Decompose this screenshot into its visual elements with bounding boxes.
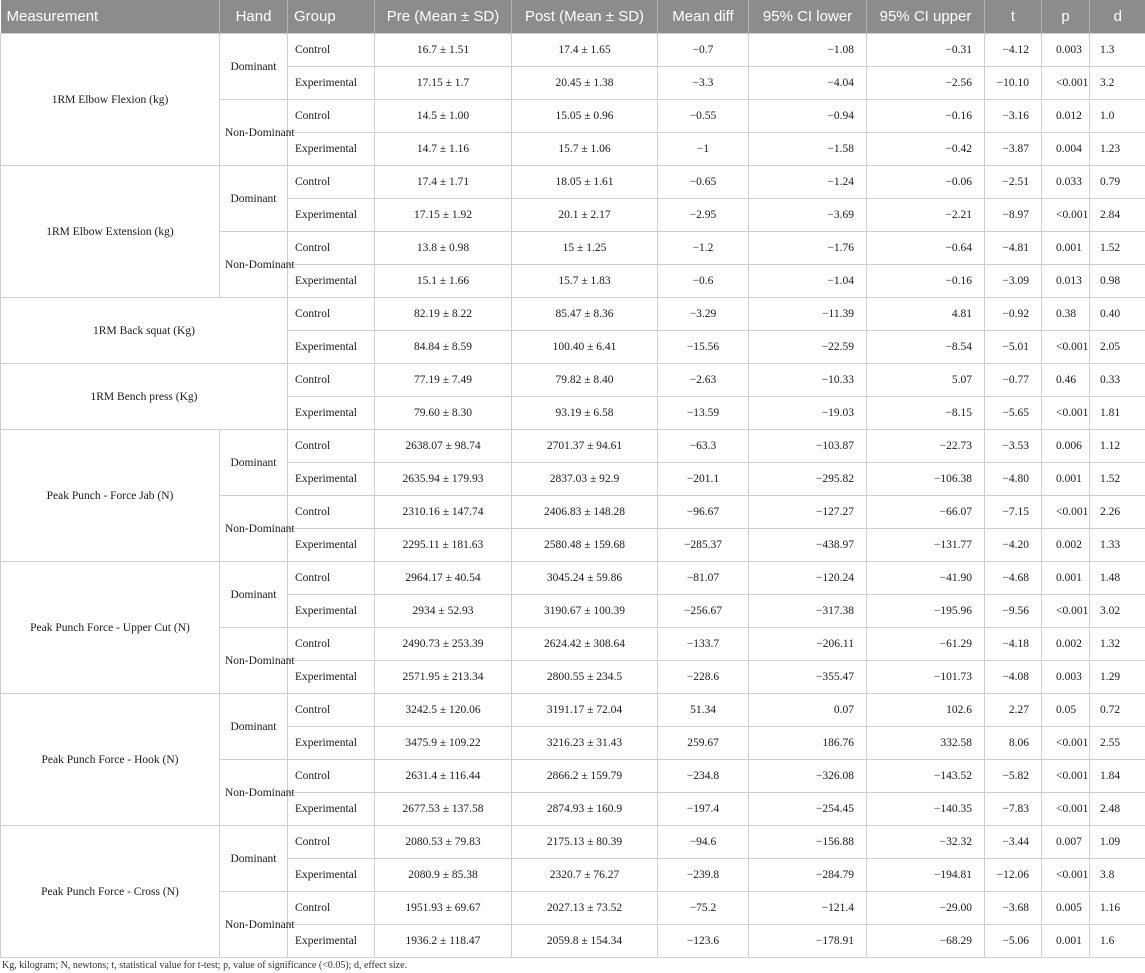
header-measurement: Measurement bbox=[1, 0, 220, 34]
ci-upper-cell: −101.73 bbox=[867, 661, 985, 694]
post-cell: 2866.2 ± 159.79 bbox=[512, 760, 658, 793]
pre-cell: 13.8 ± 0.98 bbox=[375, 232, 512, 265]
t-cell: −3.68 bbox=[985, 892, 1042, 925]
ci-lower-cell: −120.24 bbox=[749, 562, 867, 595]
ci-upper-cell: −194.81 bbox=[867, 859, 985, 892]
ci-lower-cell: −206.11 bbox=[749, 628, 867, 661]
post-cell: 2320.7 ± 76.27 bbox=[512, 859, 658, 892]
d-cell: 2.05 bbox=[1090, 331, 1145, 364]
p-cell: 0.005 bbox=[1042, 892, 1090, 925]
mean-diff-cell: −239.8 bbox=[658, 859, 749, 892]
ci-lower-cell: −127.27 bbox=[749, 496, 867, 529]
t-cell: −3.16 bbox=[985, 100, 1042, 133]
ci-lower-cell: −317.38 bbox=[749, 595, 867, 628]
t-cell: 8.06 bbox=[985, 727, 1042, 760]
group-cell: Control bbox=[288, 826, 375, 859]
header-group: Group bbox=[288, 0, 375, 34]
d-cell: 0.79 bbox=[1090, 166, 1145, 199]
ci-lower-cell: −438.97 bbox=[749, 529, 867, 562]
measurement-cell: Peak Punch - Force Jab (N) bbox=[1, 430, 220, 562]
pre-cell: 2080.9 ± 85.38 bbox=[375, 859, 512, 892]
table-row bbox=[1, 166, 1145, 199]
group-cell: Experimental bbox=[288, 133, 375, 166]
t-cell: −3.44 bbox=[985, 826, 1042, 859]
mean-diff-cell: −197.4 bbox=[658, 793, 749, 826]
d-cell: 0.72 bbox=[1090, 694, 1145, 727]
t-cell: −4.18 bbox=[985, 628, 1042, 661]
pre-cell: 2571.95 ± 213.34 bbox=[375, 661, 512, 694]
mean-diff-cell: −15.56 bbox=[658, 331, 749, 364]
pre-cell: 2677.53 ± 137.58 bbox=[375, 793, 512, 826]
ci-lower-cell: −1.24 bbox=[749, 166, 867, 199]
header-ci-lower: 95% CI lower bbox=[749, 0, 867, 34]
t-cell: −3.09 bbox=[985, 265, 1042, 298]
p-cell: <0.001 bbox=[1042, 397, 1090, 430]
pre-cell: 14.7 ± 1.16 bbox=[375, 133, 512, 166]
ci-lower-cell: −19.03 bbox=[749, 397, 867, 430]
mean-diff-cell: −81.07 bbox=[658, 562, 749, 595]
mean-diff-cell: 259.67 bbox=[658, 727, 749, 760]
pre-cell: 17.15 ± 1.92 bbox=[375, 199, 512, 232]
group-cell: Control bbox=[288, 364, 375, 397]
post-cell: 2580.48 ± 159.68 bbox=[512, 529, 658, 562]
ci-upper-cell: −22.73 bbox=[867, 430, 985, 463]
hand-cell: Dominant bbox=[220, 166, 288, 232]
ci-lower-cell: −10.33 bbox=[749, 364, 867, 397]
pre-cell: 84.84 ± 8.59 bbox=[375, 331, 512, 364]
table-row bbox=[1, 562, 1145, 595]
hand-cell: Non-Dominant bbox=[220, 232, 288, 298]
group-cell: Experimental bbox=[288, 397, 375, 430]
post-cell: 20.1 ± 2.17 bbox=[512, 199, 658, 232]
d-cell: 0.33 bbox=[1090, 364, 1145, 397]
t-cell: −0.77 bbox=[985, 364, 1042, 397]
t-cell: −3.87 bbox=[985, 133, 1042, 166]
p-cell: <0.001 bbox=[1042, 67, 1090, 100]
post-cell: 2837.03 ± 92.9 bbox=[512, 463, 658, 496]
mean-diff-cell: −228.6 bbox=[658, 661, 749, 694]
p-cell: 0.002 bbox=[1042, 628, 1090, 661]
hand-cell: Non-Dominant bbox=[220, 100, 288, 166]
ci-upper-cell: −2.21 bbox=[867, 199, 985, 232]
d-cell: 1.32 bbox=[1090, 628, 1145, 661]
t-cell: −7.15 bbox=[985, 496, 1042, 529]
pre-cell: 2631.4 ± 116.44 bbox=[375, 760, 512, 793]
t-cell: −0.92 bbox=[985, 298, 1042, 331]
hand-cell: Dominant bbox=[220, 34, 288, 100]
d-cell: 3.8 bbox=[1090, 859, 1145, 892]
group-cell: Experimental bbox=[288, 925, 375, 958]
mean-diff-cell: −0.7 bbox=[658, 34, 749, 67]
mean-diff-cell: −94.6 bbox=[658, 826, 749, 859]
group-cell: Control bbox=[288, 100, 375, 133]
p-cell: 0.002 bbox=[1042, 529, 1090, 562]
d-cell: 1.12 bbox=[1090, 430, 1145, 463]
group-cell: Control bbox=[288, 562, 375, 595]
mean-diff-cell: −3.3 bbox=[658, 67, 749, 100]
post-cell: 100.40 ± 6.41 bbox=[512, 331, 658, 364]
p-cell: 0.05 bbox=[1042, 694, 1090, 727]
pre-cell: 16.7 ± 1.51 bbox=[375, 34, 512, 67]
measurement-cell: Peak Punch Force - Cross (N) bbox=[1, 826, 220, 958]
table-row bbox=[1, 298, 1145, 331]
ci-upper-cell: −66.07 bbox=[867, 496, 985, 529]
pre-cell: 2490.73 ± 253.39 bbox=[375, 628, 512, 661]
post-cell: 3190.67 ± 100.39 bbox=[512, 595, 658, 628]
d-cell: 1.52 bbox=[1090, 463, 1145, 496]
ci-upper-cell: 102.6 bbox=[867, 694, 985, 727]
ci-upper-cell: 4.81 bbox=[867, 298, 985, 331]
p-cell: 0.001 bbox=[1042, 232, 1090, 265]
mean-diff-cell: −13.59 bbox=[658, 397, 749, 430]
group-cell: Experimental bbox=[288, 727, 375, 760]
d-cell: 1.33 bbox=[1090, 529, 1145, 562]
ci-upper-cell: −0.16 bbox=[867, 265, 985, 298]
ci-upper-cell: −131.77 bbox=[867, 529, 985, 562]
post-cell: 18.05 ± 1.61 bbox=[512, 166, 658, 199]
hand-cell: Non-Dominant bbox=[220, 760, 288, 826]
pre-cell: 79.60 ± 8.30 bbox=[375, 397, 512, 430]
t-cell: −9.56 bbox=[985, 595, 1042, 628]
t-cell: −4.68 bbox=[985, 562, 1042, 595]
ci-lower-cell: −0.94 bbox=[749, 100, 867, 133]
post-cell: 2406.83 ± 148.28 bbox=[512, 496, 658, 529]
header-t: t bbox=[985, 0, 1042, 34]
d-cell: 2.84 bbox=[1090, 199, 1145, 232]
group-cell: Control bbox=[288, 694, 375, 727]
mean-diff-cell: −201.1 bbox=[658, 463, 749, 496]
post-cell: 15 ± 1.25 bbox=[512, 232, 658, 265]
ci-upper-cell: −32.32 bbox=[867, 826, 985, 859]
group-cell: Experimental bbox=[288, 529, 375, 562]
post-cell: 93.19 ± 6.58 bbox=[512, 397, 658, 430]
mean-diff-cell: −234.8 bbox=[658, 760, 749, 793]
ci-lower-cell: −121.4 bbox=[749, 892, 867, 925]
p-cell: 0.46 bbox=[1042, 364, 1090, 397]
post-cell: 17.4 ± 1.65 bbox=[512, 34, 658, 67]
group-cell: Control bbox=[288, 628, 375, 661]
post-cell: 2874.93 ± 160.9 bbox=[512, 793, 658, 826]
group-cell: Control bbox=[288, 298, 375, 331]
mean-diff-cell: −3.29 bbox=[658, 298, 749, 331]
hand-cell: Non-Dominant bbox=[220, 892, 288, 958]
pre-cell: 2310.16 ± 147.74 bbox=[375, 496, 512, 529]
p-cell: 0.033 bbox=[1042, 166, 1090, 199]
t-cell: −12.06 bbox=[985, 859, 1042, 892]
ci-lower-cell: −103.87 bbox=[749, 430, 867, 463]
post-cell: 85.47 ± 8.36 bbox=[512, 298, 658, 331]
ci-lower-cell: −4.04 bbox=[749, 67, 867, 100]
p-cell: <0.001 bbox=[1042, 793, 1090, 826]
pre-cell: 2638.07 ± 98.74 bbox=[375, 430, 512, 463]
t-cell: 2.27 bbox=[985, 694, 1042, 727]
ci-lower-cell: −178.91 bbox=[749, 925, 867, 958]
p-cell: 0.004 bbox=[1042, 133, 1090, 166]
pre-cell: 77.19 ± 7.49 bbox=[375, 364, 512, 397]
ci-lower-cell: −3.69 bbox=[749, 199, 867, 232]
post-cell: 2701.37 ± 94.61 bbox=[512, 430, 658, 463]
mean-diff-cell: −0.6 bbox=[658, 265, 749, 298]
ci-lower-cell: −156.88 bbox=[749, 826, 867, 859]
t-cell: −7.83 bbox=[985, 793, 1042, 826]
d-cell: 2.26 bbox=[1090, 496, 1145, 529]
p-cell: <0.001 bbox=[1042, 331, 1090, 364]
d-cell: 1.23 bbox=[1090, 133, 1145, 166]
table-row bbox=[1, 34, 1145, 67]
ci-upper-cell: −68.29 bbox=[867, 925, 985, 958]
p-cell: 0.003 bbox=[1042, 661, 1090, 694]
pre-cell: 2964.17 ± 40.54 bbox=[375, 562, 512, 595]
ci-upper-cell: −0.06 bbox=[867, 166, 985, 199]
ci-upper-cell: −195.96 bbox=[867, 595, 985, 628]
group-cell: Control bbox=[288, 232, 375, 265]
t-cell: −3.53 bbox=[985, 430, 1042, 463]
d-cell: 1.3 bbox=[1090, 34, 1145, 67]
d-cell: 1.29 bbox=[1090, 661, 1145, 694]
mean-diff-cell: −0.55 bbox=[658, 100, 749, 133]
d-cell: 1.09 bbox=[1090, 826, 1145, 859]
measurement-cell: Peak Punch Force - Upper Cut (N) bbox=[1, 562, 220, 694]
ci-upper-cell: −61.29 bbox=[867, 628, 985, 661]
d-cell: 1.16 bbox=[1090, 892, 1145, 925]
ci-lower-cell: −295.82 bbox=[749, 463, 867, 496]
measurement-cell: 1RM Back squat (Kg) bbox=[1, 298, 288, 364]
pre-cell: 15.1 ± 1.66 bbox=[375, 265, 512, 298]
p-cell: 0.007 bbox=[1042, 826, 1090, 859]
mean-diff-cell: −96.67 bbox=[658, 496, 749, 529]
pre-cell: 2080.53 ± 79.83 bbox=[375, 826, 512, 859]
group-cell: Experimental bbox=[288, 661, 375, 694]
measurement-cell: 1RM Elbow Extension (kg) bbox=[1, 166, 220, 298]
measurement-cell: Peak Punch Force - Hook (N) bbox=[1, 694, 220, 826]
ci-upper-cell: −8.15 bbox=[867, 397, 985, 430]
header-pre: Pre (Mean ± SD) bbox=[375, 0, 512, 34]
ci-lower-cell: −1.76 bbox=[749, 232, 867, 265]
d-cell: 1.6 bbox=[1090, 925, 1145, 958]
group-cell: Control bbox=[288, 892, 375, 925]
ci-upper-cell: −8.54 bbox=[867, 331, 985, 364]
t-cell: −4.80 bbox=[985, 463, 1042, 496]
t-cell: −10.10 bbox=[985, 67, 1042, 100]
ci-lower-cell: −1.04 bbox=[749, 265, 867, 298]
t-cell: −4.20 bbox=[985, 529, 1042, 562]
p-cell: 0.003 bbox=[1042, 34, 1090, 67]
pre-cell: 3475.9 ± 109.22 bbox=[375, 727, 512, 760]
d-cell: 1.52 bbox=[1090, 232, 1145, 265]
post-cell: 3216.23 ± 31.43 bbox=[512, 727, 658, 760]
mean-diff-cell: −256.67 bbox=[658, 595, 749, 628]
t-cell: −5.06 bbox=[985, 925, 1042, 958]
header-ci-upper: 95% CI upper bbox=[867, 0, 985, 34]
hand-cell: Dominant bbox=[220, 430, 288, 496]
pre-cell: 1951.93 ± 69.67 bbox=[375, 892, 512, 925]
group-cell: Control bbox=[288, 34, 375, 67]
mean-diff-cell: −1.2 bbox=[658, 232, 749, 265]
ci-lower-cell: −254.45 bbox=[749, 793, 867, 826]
mean-diff-cell: −2.63 bbox=[658, 364, 749, 397]
ci-upper-cell: −106.38 bbox=[867, 463, 985, 496]
header-p: p bbox=[1042, 0, 1090, 34]
hand-cell: Dominant bbox=[220, 562, 288, 628]
d-cell: 3.02 bbox=[1090, 595, 1145, 628]
hand-cell: Dominant bbox=[220, 826, 288, 892]
ci-lower-cell: 186.76 bbox=[749, 727, 867, 760]
hand-cell: Non-Dominant bbox=[220, 628, 288, 694]
header-post: Post (Mean ± SD) bbox=[512, 0, 658, 34]
t-cell: −4.08 bbox=[985, 661, 1042, 694]
table-footnote: Kg, kilogram; N, newtons; t, statistical value for t-test; p, value of significance (<0.05); d, effect size. bbox=[2, 960, 408, 971]
p-cell: <0.001 bbox=[1042, 496, 1090, 529]
p-cell: <0.001 bbox=[1042, 760, 1090, 793]
header-d: d bbox=[1090, 0, 1145, 34]
group-cell: Control bbox=[288, 496, 375, 529]
hand-cell: Non-Dominant bbox=[220, 496, 288, 562]
post-cell: 20.45 ± 1.38 bbox=[512, 67, 658, 100]
p-cell: 0.001 bbox=[1042, 463, 1090, 496]
header-hand: Hand bbox=[220, 0, 288, 34]
d-cell: 1.84 bbox=[1090, 760, 1145, 793]
d-cell: 0.40 bbox=[1090, 298, 1145, 331]
post-cell: 2800.55 ± 234.5 bbox=[512, 661, 658, 694]
ci-upper-cell: −29.00 bbox=[867, 892, 985, 925]
header-row bbox=[1, 0, 1145, 34]
ci-upper-cell: −0.31 bbox=[867, 34, 985, 67]
p-cell: 0.013 bbox=[1042, 265, 1090, 298]
header-mean-diff: Mean diff bbox=[658, 0, 749, 34]
d-cell: 3.2 bbox=[1090, 67, 1145, 100]
mean-diff-cell: −75.2 bbox=[658, 892, 749, 925]
measurement-cell: 1RM Elbow Flexion (kg) bbox=[1, 34, 220, 166]
p-cell: 0.006 bbox=[1042, 430, 1090, 463]
p-cell: 0.38 bbox=[1042, 298, 1090, 331]
pre-cell: 2934 ± 52.93 bbox=[375, 595, 512, 628]
hand-cell: Dominant bbox=[220, 694, 288, 760]
group-cell: Experimental bbox=[288, 199, 375, 232]
p-cell: 0.001 bbox=[1042, 925, 1090, 958]
ci-upper-cell: −143.52 bbox=[867, 760, 985, 793]
d-cell: 1.48 bbox=[1090, 562, 1145, 595]
post-cell: 15.7 ± 1.83 bbox=[512, 265, 658, 298]
group-cell: Experimental bbox=[288, 859, 375, 892]
pre-cell: 17.4 ± 1.71 bbox=[375, 166, 512, 199]
measurement-cell: 1RM Bench press (Kg) bbox=[1, 364, 288, 430]
ci-upper-cell: −0.42 bbox=[867, 133, 985, 166]
post-cell: 3191.17 ± 72.04 bbox=[512, 694, 658, 727]
mean-diff-cell: −63.3 bbox=[658, 430, 749, 463]
ci-upper-cell: −0.64 bbox=[867, 232, 985, 265]
mean-diff-cell: −1 bbox=[658, 133, 749, 166]
pre-cell: 1936.2 ± 118.47 bbox=[375, 925, 512, 958]
table-row bbox=[1, 694, 1145, 727]
group-cell: Control bbox=[288, 430, 375, 463]
table-row bbox=[1, 364, 1145, 397]
p-cell: <0.001 bbox=[1042, 727, 1090, 760]
table-row bbox=[1, 430, 1145, 463]
p-cell: <0.001 bbox=[1042, 595, 1090, 628]
ci-lower-cell: −1.08 bbox=[749, 34, 867, 67]
ci-lower-cell: 0.07 bbox=[749, 694, 867, 727]
ci-lower-cell: −11.39 bbox=[749, 298, 867, 331]
mean-diff-cell: −123.6 bbox=[658, 925, 749, 958]
mean-diff-cell: 51.34 bbox=[658, 694, 749, 727]
p-cell: 0.012 bbox=[1042, 100, 1090, 133]
mean-diff-cell: −133.7 bbox=[658, 628, 749, 661]
pre-cell: 3242.5 ± 120.06 bbox=[375, 694, 512, 727]
group-cell: Experimental bbox=[288, 793, 375, 826]
post-cell: 2059.8 ± 154.34 bbox=[512, 925, 658, 958]
post-cell: 15.05 ± 0.96 bbox=[512, 100, 658, 133]
t-cell: −5.65 bbox=[985, 397, 1042, 430]
p-cell: <0.001 bbox=[1042, 199, 1090, 232]
ci-upper-cell: −0.16 bbox=[867, 100, 985, 133]
d-cell: 2.48 bbox=[1090, 793, 1145, 826]
post-cell: 79.82 ± 8.40 bbox=[512, 364, 658, 397]
t-cell: −2.51 bbox=[985, 166, 1042, 199]
t-cell: −4.12 bbox=[985, 34, 1042, 67]
mean-diff-cell: −0.65 bbox=[658, 166, 749, 199]
group-cell: Control bbox=[288, 166, 375, 199]
p-cell: 0.001 bbox=[1042, 562, 1090, 595]
group-cell: Experimental bbox=[288, 463, 375, 496]
d-cell: 1.0 bbox=[1090, 100, 1145, 133]
post-cell: 2027.13 ± 73.52 bbox=[512, 892, 658, 925]
p-cell: <0.001 bbox=[1042, 859, 1090, 892]
mean-diff-cell: −285.37 bbox=[658, 529, 749, 562]
mean-diff-cell: −2.95 bbox=[658, 199, 749, 232]
pre-cell: 2635.94 ± 179.93 bbox=[375, 463, 512, 496]
group-cell: Experimental bbox=[288, 67, 375, 100]
t-cell: −5.82 bbox=[985, 760, 1042, 793]
ci-upper-cell: −2.56 bbox=[867, 67, 985, 100]
group-cell: Experimental bbox=[288, 265, 375, 298]
ci-upper-cell: 5.07 bbox=[867, 364, 985, 397]
table-row bbox=[1, 826, 1145, 859]
post-cell: 15.7 ± 1.06 bbox=[512, 133, 658, 166]
pre-cell: 82.19 ± 8.22 bbox=[375, 298, 512, 331]
t-cell: −5.01 bbox=[985, 331, 1042, 364]
ci-lower-cell: −355.47 bbox=[749, 661, 867, 694]
group-cell: Experimental bbox=[288, 595, 375, 628]
ci-lower-cell: −284.79 bbox=[749, 859, 867, 892]
t-cell: −4.81 bbox=[985, 232, 1042, 265]
d-cell: 0.98 bbox=[1090, 265, 1145, 298]
pre-cell: 17.15 ± 1.7 bbox=[375, 67, 512, 100]
d-cell: 2.55 bbox=[1090, 727, 1145, 760]
ci-upper-cell: −41.90 bbox=[867, 562, 985, 595]
ci-upper-cell: 332.58 bbox=[867, 727, 985, 760]
ci-upper-cell: −140.35 bbox=[867, 793, 985, 826]
ci-lower-cell: −22.59 bbox=[749, 331, 867, 364]
t-cell: −8.97 bbox=[985, 199, 1042, 232]
ci-lower-cell: −1.58 bbox=[749, 133, 867, 166]
group-cell: Experimental bbox=[288, 331, 375, 364]
post-cell: 3045.24 ± 59.86 bbox=[512, 562, 658, 595]
group-cell: Control bbox=[288, 760, 375, 793]
post-cell: 2175.13 ± 80.39 bbox=[512, 826, 658, 859]
pre-cell: 14.5 ± 1.00 bbox=[375, 100, 512, 133]
ci-lower-cell: −326.08 bbox=[749, 760, 867, 793]
pre-cell: 2295.11 ± 181.63 bbox=[375, 529, 512, 562]
post-cell: 2624.42 ± 308.64 bbox=[512, 628, 658, 661]
d-cell: 1.81 bbox=[1090, 397, 1145, 430]
